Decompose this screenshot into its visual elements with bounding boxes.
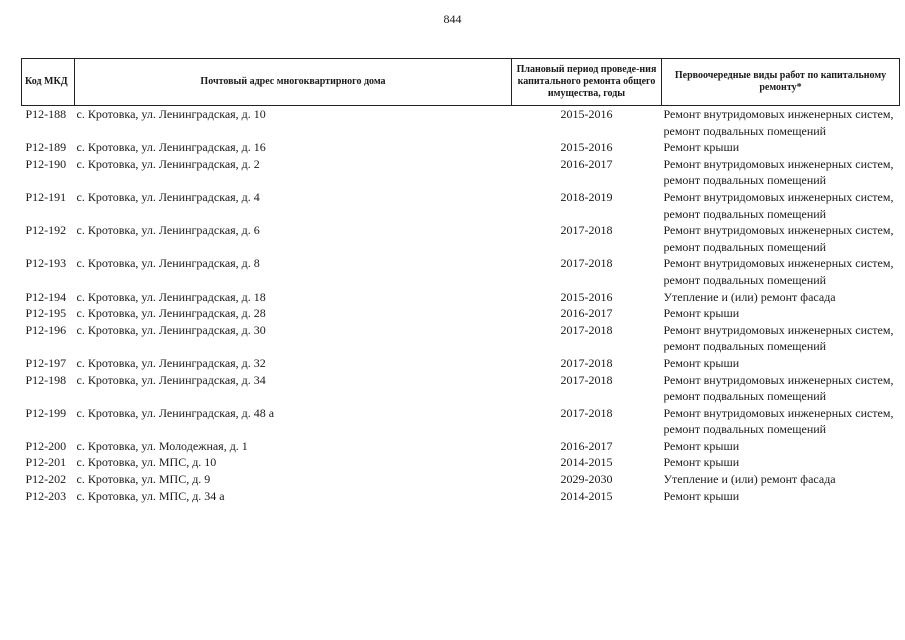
cell-address: с. Кротовка, ул. Ленинградская, д. 48 а bbox=[76, 405, 275, 420]
cell-code: Р12-188 bbox=[25, 107, 67, 121]
cell-code: Р12-195 bbox=[25, 306, 67, 321]
repair-table bbox=[21, 58, 899, 504]
cell-code: Р12-191 bbox=[25, 189, 67, 204]
cell-period: 2017-2018 bbox=[560, 372, 613, 387]
cell-period: 2017-2018 bbox=[560, 322, 613, 337]
cell-works bbox=[662, 322, 900, 355]
table-row bbox=[22, 471, 900, 488]
table-row bbox=[22, 255, 900, 288]
table-row bbox=[22, 106, 900, 140]
works-line: ремонт подвальных помещений bbox=[663, 422, 827, 437]
works-line: Ремонт крыши bbox=[663, 140, 740, 155]
works-line: Ремонт крыши bbox=[663, 488, 740, 503]
cell-code: Р12-202 bbox=[25, 472, 67, 487]
cell-works bbox=[662, 372, 900, 405]
cell-code: Р12-203 bbox=[25, 488, 67, 503]
cell-works bbox=[662, 189, 900, 222]
cell-period: 2016-2017 bbox=[560, 306, 613, 321]
works-line: ремонт подвальных помещений bbox=[663, 123, 827, 138]
cell-code: Р12-194 bbox=[25, 289, 67, 304]
cell-works bbox=[662, 488, 900, 505]
works-line: Ремонт внутридомовых инженерных систем, bbox=[663, 107, 894, 121]
table-header-row bbox=[22, 59, 900, 106]
cell-code: Р12-189 bbox=[25, 140, 67, 155]
cell-address: с. Кротовка, ул. МПС, д. 9 bbox=[76, 472, 211, 487]
cell-code: Р12-193 bbox=[25, 256, 67, 271]
works-line: Ремонт внутридомовых инженерных систем, bbox=[663, 156, 894, 171]
works-line: Ремонт крыши bbox=[663, 306, 740, 321]
page-number: 844 bbox=[443, 12, 462, 26]
cell-code: Р12-190 bbox=[25, 156, 67, 171]
table-row bbox=[22, 438, 900, 455]
cell-address: с. Кротовка, ул. Ленинградская, д. 10 bbox=[76, 107, 266, 121]
table-row bbox=[22, 189, 900, 222]
table-row bbox=[22, 156, 900, 189]
table-row bbox=[22, 322, 900, 355]
cell-code: Р12-199 bbox=[25, 405, 67, 420]
works-line: Ремонт внутридомовых инженерных систем, bbox=[663, 256, 894, 271]
works-line: Ремонт внутридомовых инженерных систем, bbox=[663, 372, 894, 387]
cell-works bbox=[662, 305, 900, 322]
cell-period: 2016-2017 bbox=[560, 438, 613, 453]
works-line: ремонт подвальных помещений bbox=[663, 389, 827, 404]
works-line: Ремонт внутридомовых инженерных систем, bbox=[663, 405, 894, 420]
cell-address: с. Кротовка, ул. Ленинградская, д. 30 bbox=[76, 322, 266, 337]
cell-address: с. Кротовка, ул. МПС, д. 34 а bbox=[76, 488, 225, 503]
table-row bbox=[22, 355, 900, 372]
cell-works bbox=[662, 139, 900, 156]
cell-code: Р12-198 bbox=[25, 372, 67, 387]
cell-period: 2017-2018 bbox=[560, 256, 613, 271]
cell-period: 2017-2018 bbox=[560, 223, 613, 238]
header-period: Плановый период проведе-ния капитального ремонта общего имущества, годы bbox=[512, 59, 662, 106]
header-works: Первоочередные виды работ по капитальному ремонту* bbox=[662, 59, 900, 106]
table-row bbox=[22, 372, 900, 405]
cell-period: 2017-2018 bbox=[560, 405, 613, 420]
works-line: ремонт подвальных помещений bbox=[663, 206, 827, 221]
table-row bbox=[22, 405, 900, 438]
cell-period: 2016-2017 bbox=[560, 156, 613, 171]
cell-code: Р12-200 bbox=[25, 438, 67, 453]
header-address: Почтовый адрес многоквартирного дома bbox=[75, 59, 512, 106]
table-row bbox=[22, 222, 900, 255]
works-line: ремонт подвальных помещений bbox=[663, 272, 827, 287]
cell-works bbox=[662, 454, 900, 471]
works-line: Ремонт крыши bbox=[663, 438, 740, 453]
cell-works bbox=[662, 471, 900, 488]
cell-period: 2029-2030 bbox=[560, 472, 613, 487]
cell-works bbox=[662, 156, 900, 189]
works-line: Утепление и (или) ремонт фасада bbox=[663, 472, 836, 487]
cell-address: с. Кротовка, ул. Ленинградская, д. 6 bbox=[76, 223, 260, 238]
cell-period: 2014-2015 bbox=[560, 488, 613, 503]
cell-code: Р12-201 bbox=[25, 455, 67, 470]
cell-period: 2018-2019 bbox=[560, 189, 613, 204]
table-row bbox=[22, 454, 900, 471]
cell-period: 2017-2018 bbox=[560, 355, 613, 370]
header-code: Код МКД bbox=[22, 59, 75, 106]
works-line: Ремонт внутридомовых инженерных систем, bbox=[663, 322, 894, 337]
cell-code: Р12-192 bbox=[25, 223, 67, 238]
cell-code: Р12-197 bbox=[25, 355, 67, 370]
cell-address: с. Кротовка, ул. Ленинградская, д. 28 bbox=[76, 306, 266, 321]
works-line: ремонт подвальных помещений bbox=[663, 239, 827, 254]
cell-works bbox=[662, 355, 900, 372]
cell-address: с. Кротовка, ул. Ленинградская, д. 34 bbox=[76, 372, 266, 387]
table-row bbox=[22, 289, 900, 306]
works-line: Ремонт внутридомовых инженерных систем, bbox=[663, 189, 894, 204]
cell-works bbox=[662, 222, 900, 255]
works-line: ремонт подвальных помещений bbox=[663, 173, 827, 188]
cell-period: 2015-2016 bbox=[560, 289, 613, 304]
cell-address: с. Кротовка, ул. Ленинградская, д. 16 bbox=[76, 140, 266, 155]
works-line: Ремонт крыши bbox=[663, 455, 740, 470]
works-line: ремонт подвальных помещений bbox=[663, 339, 827, 354]
cell-address: с. Кротовка, ул. Ленинградская, д. 18 bbox=[76, 289, 266, 304]
table-row bbox=[22, 139, 900, 156]
cell-works bbox=[662, 255, 900, 288]
cell-address: с. Кротовка, ул. Молодежная, д. 1 bbox=[76, 438, 248, 453]
cell-address: с. Кротовка, ул. МПС, д. 10 bbox=[76, 455, 217, 470]
cell-period: 2014-2015 bbox=[560, 455, 613, 470]
cell-code: Р12-196 bbox=[25, 322, 67, 337]
cell-address: с. Кротовка, ул. Ленинградская, д. 32 bbox=[76, 355, 266, 370]
cell-address: с. Кротовка, ул. Ленинградская, д. 4 bbox=[76, 189, 260, 204]
cell-address: с. Кротовка, ул. Ленинградская, д. 8 bbox=[76, 256, 260, 271]
cell-works bbox=[662, 438, 900, 455]
works-line: Ремонт крыши bbox=[663, 355, 740, 370]
table-row bbox=[22, 305, 900, 322]
table-row bbox=[22, 488, 900, 505]
cell-period: 2015-2016 bbox=[560, 107, 613, 121]
cell-works bbox=[662, 106, 900, 140]
cell-works bbox=[662, 289, 900, 306]
cell-period: 2015-2016 bbox=[560, 140, 613, 155]
cell-works bbox=[662, 405, 900, 438]
cell-address: с. Кротовка, ул. Ленинградская, д. 2 bbox=[76, 156, 260, 171]
works-line: Утепление и (или) ремонт фасада bbox=[663, 289, 836, 304]
works-line: Ремонт внутридомовых инженерных систем, bbox=[663, 223, 894, 238]
